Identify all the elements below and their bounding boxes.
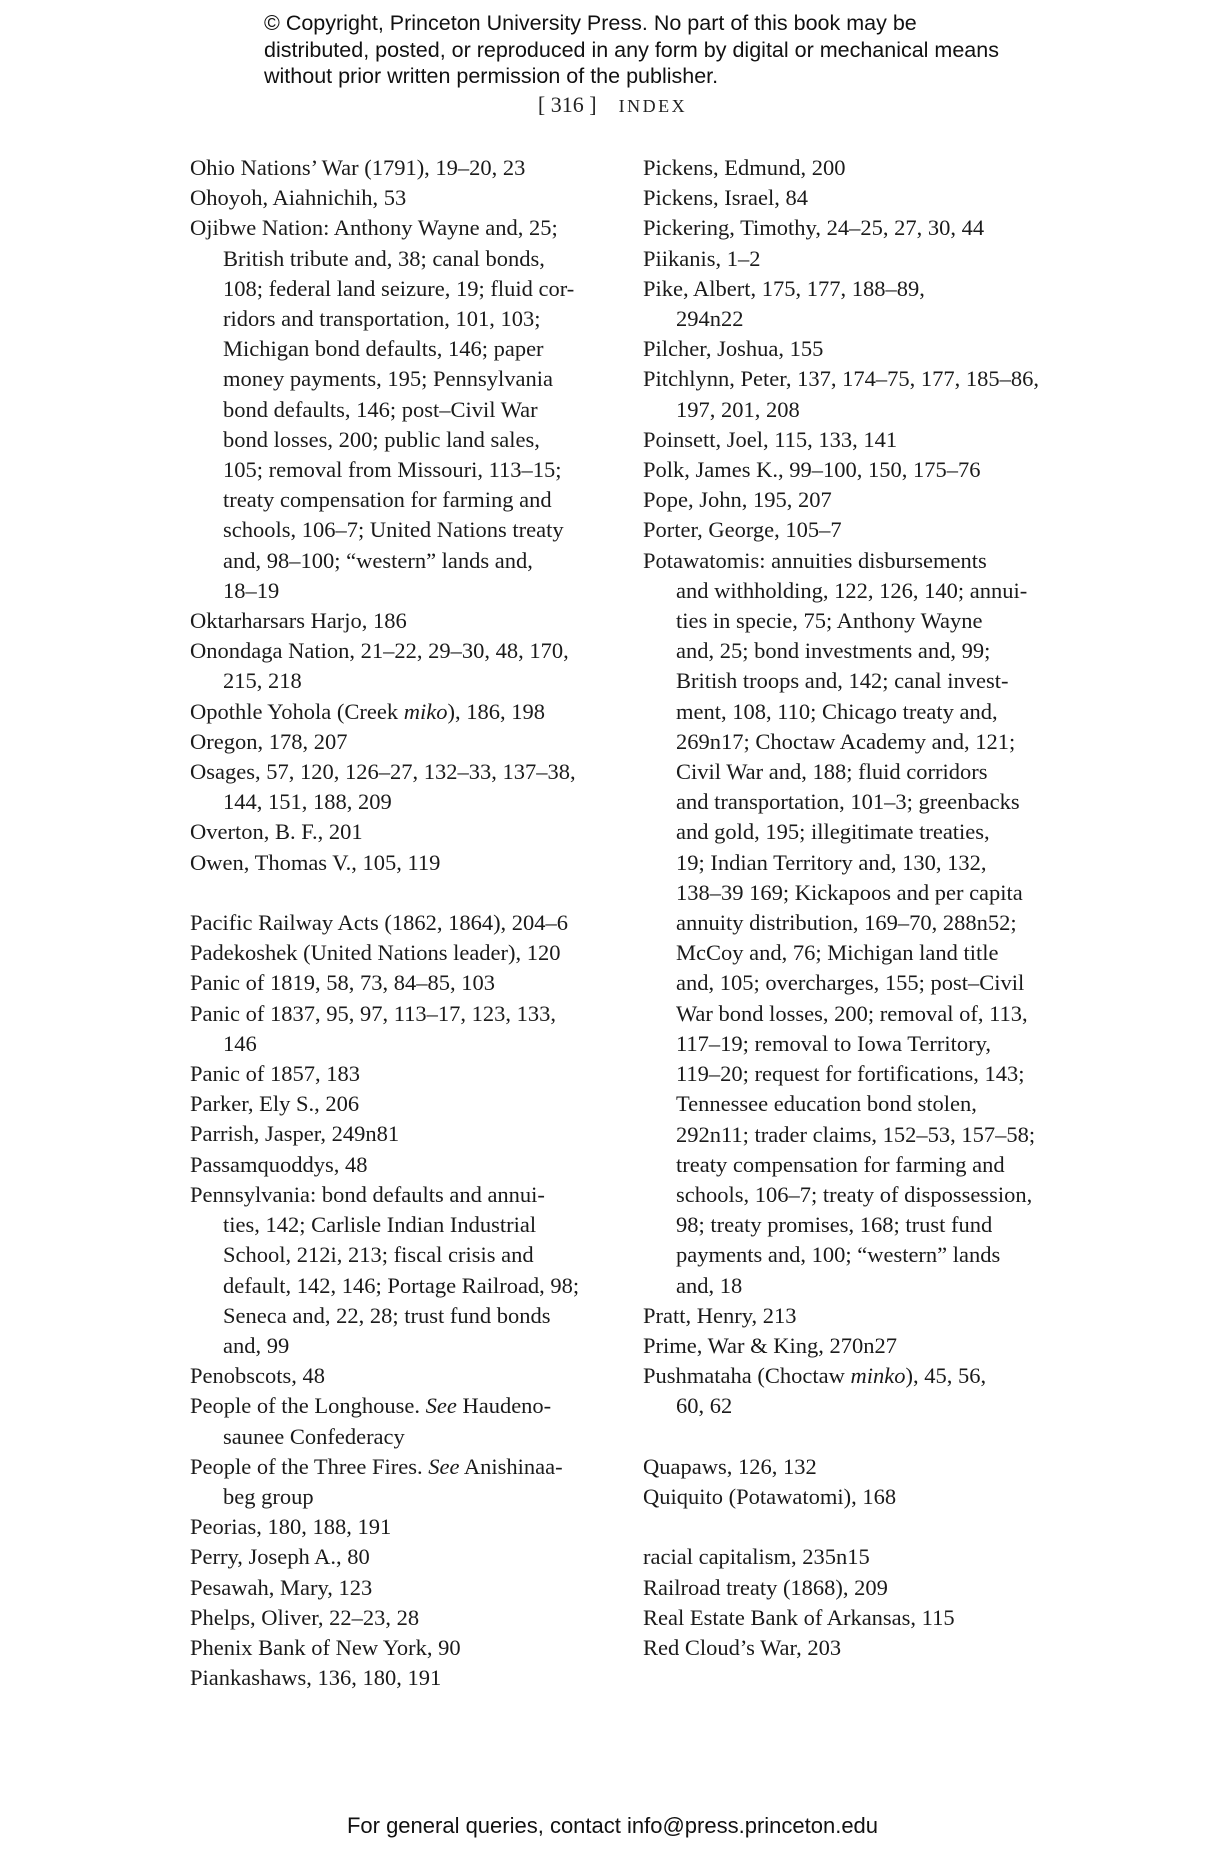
index-entry: Penobscots, 48 xyxy=(190,1363,325,1389)
index-entry: Onondaga Nation, 21–22, 29–30, 48, 170, 215, 218 xyxy=(190,638,569,694)
index-entry: Oregon, 178, 207 xyxy=(190,728,348,754)
index-entry: Ohoyoh, Aiahnichih, 53 xyxy=(190,185,407,211)
letter-gap xyxy=(643,1512,1063,1542)
index-entry: Passamquoddys, 48 xyxy=(190,1151,368,1177)
index-entry: Piikanis, 1–2 xyxy=(643,245,761,271)
index-entry: Parker, Ely S., 206 xyxy=(190,1091,360,1117)
index-entry: Pickens, Edmund, 200 xyxy=(643,155,846,180)
index-entry: Panic of 1819, 58, 73, 84–85, 103 xyxy=(190,970,495,996)
letter-gap xyxy=(190,878,595,908)
index-entry: Ojibwe Nation: Anthony Wayne and, 25; British tribute and, 38; canal bonds, 108; federal land seizure, 19; fluid cor- ridors and transportation, 101, 103; Michigan bond defaults, 146; paper money payments, 195; Pennsylvania bond defaults, 146; post–Civil War bond losses, 200; public land sales, 105; removal from Missouri, 113–15; treaty compensation for farming and schools, 106–7; United Nations treaty and, 98–100; “western” lands and, 18–19 xyxy=(190,215,575,603)
index-entry: Peorias, 180, 188, 191 xyxy=(190,1514,392,1540)
index-entry: Perry, Joseph A., 80 xyxy=(190,1544,370,1570)
index-entry: People of the Longhouse. See Haudeno- saunee Confederacy xyxy=(190,1393,552,1449)
index-entry: Pratt, Henry, 213 xyxy=(643,1302,797,1328)
index-entry: racial capitalism, 235n15 xyxy=(643,1544,870,1570)
index-entry: Potawatomis: annuities disbursements and withholding, 122, 126, 140; annui- ties in specie, 75; Anthony Wayne and, 25; bond investments and, 99; British troops and, 142; canal invest- ment, 108, 110; Chicago treaty and, 269n17; Choctaw Academy and, 121; Civil War and, 188; fluid corridors and transportation, 101–3; greenbacks and gold, 195; illegitimate treaties, 19; Indian Territory and, 130, 132, 138–39 169; Kickapoos and per capita annuity distribution, 169–70, 288n52; McCoy and, 76; Michigan land title and, 105; overcharges, 155; post–Civil War bond losses, 200; removal of, 113, 117–19; removal to Iowa Territory, 119–20; request for fortifications, 143; Tennessee education bond stolen, 292n11; trader claims, 152–53, 157–58; treaty compensation for farming and schools, 106–7; treaty of dispossession, 98; treaty promises, 168; trust fund payments and, 100; “western” lands and, 18 xyxy=(643,547,1036,1298)
index-entry: Panic of 1857, 183 xyxy=(190,1061,360,1087)
letter-gap xyxy=(643,1422,1063,1452)
index-entry: Ohio Nations’ War (1791), 19–20, 23 xyxy=(190,155,526,180)
index-entry: Pike, Albert, 175, 177, 188–89, 294n22 xyxy=(643,275,925,332)
index-entry: Prime, War & King, 270n27 xyxy=(643,1332,898,1358)
index-entry: Parrish, Jasper, 249n81 xyxy=(190,1121,400,1147)
index-entry: Phelps, Oliver, 22–23, 28 xyxy=(190,1604,420,1630)
running-head xyxy=(0,92,1225,118)
index-entry: Porter, George, 105–7 xyxy=(643,517,842,543)
index-entry: Pope, John, 195, 207 xyxy=(643,487,832,513)
index-entry: Padekoshek (United Nations leader), 120 xyxy=(190,940,561,966)
index-entry: Piankashaws, 136, 180, 191 xyxy=(190,1665,442,1691)
index-entry: Pilcher, Joshua, 155 xyxy=(643,336,824,362)
index-column-left xyxy=(190,153,595,1693)
index-entry: Quiquito (Potawatomi), 168 xyxy=(643,1483,897,1509)
index-entry: People of the Three Fires. See Anishinaa- beg group xyxy=(190,1453,563,1509)
index-entry: Real Estate Bank of Arkansas, 115 xyxy=(643,1604,955,1630)
index-entry: Railroad treaty (1868), 209 xyxy=(643,1574,888,1600)
index-entry: Opothle Yohola (Creek miko), 186, 198 xyxy=(190,698,545,724)
index-entry: Polk, James K., 99–100, 150, 175–76 xyxy=(643,457,981,483)
index-entry: Pesawah, Mary, 123 xyxy=(190,1574,373,1600)
index-entry: Pickens, Israel, 84 xyxy=(643,185,808,211)
index-entry: Panic of 1837, 95, 97, 113–17, 123, 133, 146 xyxy=(190,1000,557,1056)
index-column-right xyxy=(643,153,1063,1663)
page-number: [ 316 ] xyxy=(537,92,597,117)
footer-contact: For general queries, contact info@press.princeton.edu xyxy=(346,1813,879,1838)
index-entry: Phenix Bank of New York, 90 xyxy=(190,1634,461,1660)
copyright-notice: © Copyright, Princeton University Press. No part of this book may be distributed, posted, or reproduced in any form by digital or mechanical means without prior written permission of the publisher. xyxy=(264,11,999,88)
index-entry: Red Cloud’s War, 203 xyxy=(643,1634,842,1660)
section-title: INDEX xyxy=(618,96,688,116)
index-entry: Osages, 57, 120, 126–27, 132–33, 137–38, 144, 151, 188, 209 xyxy=(190,759,576,815)
index-entry: Quapaws, 126, 132 xyxy=(643,1453,817,1479)
index-entry: Poinsett, Joel, 115, 133, 141 xyxy=(643,426,898,452)
index-entry: Overton, B. F., 201 xyxy=(190,819,363,845)
index-entry: Pitchlynn, Peter, 137, 174–75, 177, 185–86, 197, 201, 208 xyxy=(643,366,1039,422)
index-entry: Pushmataha (Choctaw minko), 45, 56, 60, 62 xyxy=(643,1363,987,1419)
index-entry: Oktarharsars Harjo, 186 xyxy=(190,608,407,634)
index-entry: Pickering, Timothy, 24–25, 27, 30, 44 xyxy=(643,215,985,241)
index-entry: Pacific Railway Acts (1862, 1864), 204–6 xyxy=(190,910,569,936)
index-entry: Owen, Thomas V., 105, 119 xyxy=(190,849,441,875)
index-entry: Pennsylvania: bond defaults and annui- ties, 142; Carlisle Indian Industrial School, 212i, 213; fiscal crisis and default, 142, 146; Portage Railroad, 98; Seneca and, 22, 28; trust fund bonds and, 99 xyxy=(190,1181,580,1358)
